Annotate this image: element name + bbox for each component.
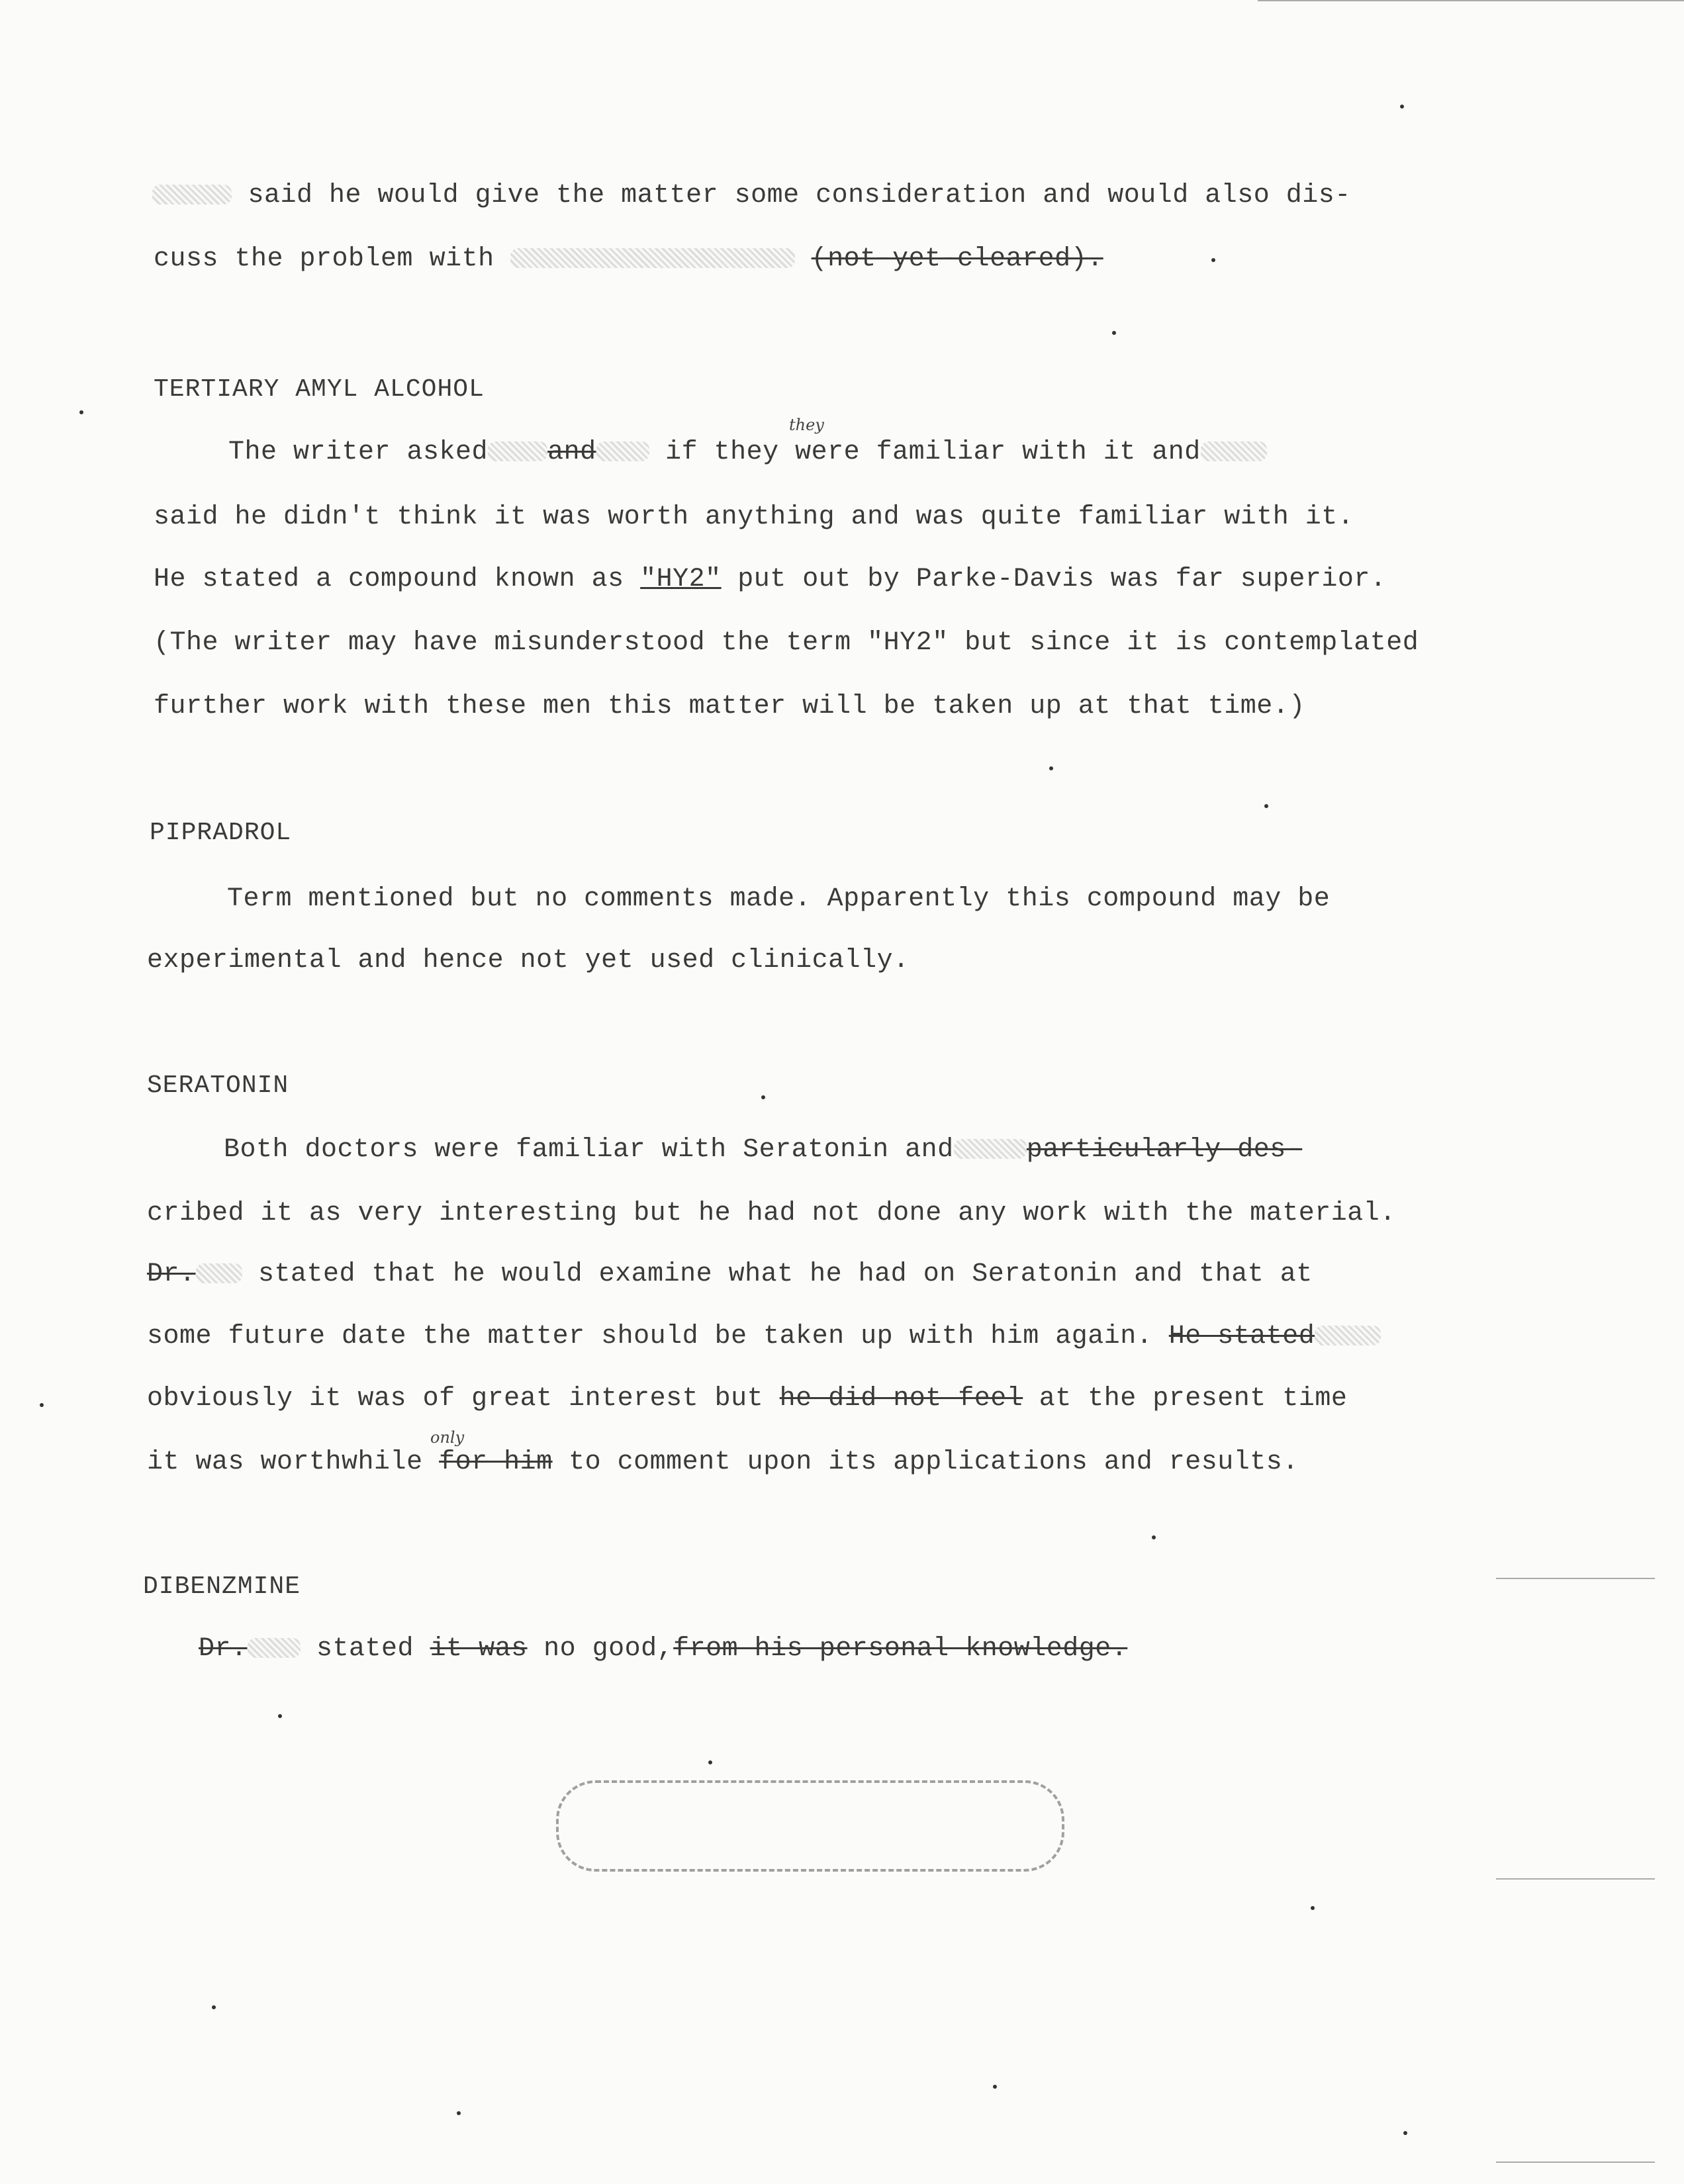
body-line: Both doctors were familiar with Seratonin and particularly des- (224, 1135, 1303, 1165)
speck (457, 2111, 461, 2115)
body-line: Term mentioned but no comments made. Apparently this compound may be (227, 884, 1331, 914)
speck (708, 1760, 712, 1764)
redaction (954, 1139, 1027, 1159)
redaction (488, 441, 547, 461)
margin-mark (1496, 2161, 1655, 2163)
body-line: Dr. stated that he would examine what he had on Seratonin and that at (147, 1259, 1313, 1289)
body-line: it was worthwhile for him to comment upon its applications and results. (147, 1447, 1299, 1477)
redaction (1315, 1326, 1381, 1345)
speck (1400, 105, 1404, 109)
section-heading: TERTIARY AMYL ALCOHOL (154, 375, 485, 404)
speck (1152, 1535, 1156, 1539)
body-line: said he would give the matter some consideration and would also dis- (152, 180, 1351, 212)
margin-mark (1496, 1578, 1655, 1579)
speck (212, 2005, 216, 2009)
body-line: He stated a compound known as "HY2" put out by Parke-Davis was far superior. (154, 565, 1387, 594)
speck (1264, 804, 1268, 808)
redacted-stamp (556, 1780, 1064, 1872)
speck (278, 1714, 282, 1718)
body-line: cuss the problem with (not-yet-cleared). (154, 244, 1103, 274)
speck (761, 1095, 765, 1099)
speck (1049, 766, 1053, 770)
margin-mark (1258, 0, 1684, 1)
speck (1211, 258, 1215, 262)
margin-mark (1496, 1878, 1655, 1880)
redaction (1201, 441, 1267, 461)
speck (1403, 2131, 1407, 2135)
speck (40, 1403, 44, 1407)
redaction (510, 248, 795, 268)
handwritten-annotation: they (789, 416, 824, 434)
body-line: some future date the matter should be taken up with him again. He stated (147, 1321, 1381, 1353)
section-heading: PIPRADROL (150, 819, 292, 847)
body-line: said he didn't think it was worth anything and was quite familiar with it. (154, 502, 1354, 532)
section-heading: SERATONIN (147, 1071, 289, 1100)
body-line: further work with these men this matter will be taken up at that time.) (154, 692, 1305, 721)
body-line: Dr. stated it was no good,from his personal knowledge. (199, 1634, 1128, 1664)
body-line: obviously it was of great interest but he did not feel at the present time (147, 1384, 1348, 1414)
redaction (196, 1263, 242, 1283)
body-line: (The writer may have misunderstood the term "HY2" but since it is contemplated (154, 628, 1419, 658)
speck (993, 2085, 997, 2089)
body-line: experimental and hence not yet used clinically. (147, 946, 910, 976)
section-heading: DIBENZMINE (143, 1572, 301, 1601)
body-line: cribed it as very interesting but he had not done any work with the material. (147, 1199, 1396, 1228)
redaction (152, 185, 232, 205)
handwritten-annotation: only (430, 1428, 465, 1447)
body-line: The writer asked and if they were familiar with it and (228, 437, 1267, 469)
speck (1112, 331, 1116, 335)
speck (79, 410, 83, 414)
speck (1311, 1906, 1315, 1910)
redaction (596, 441, 649, 461)
redaction (248, 1638, 301, 1658)
